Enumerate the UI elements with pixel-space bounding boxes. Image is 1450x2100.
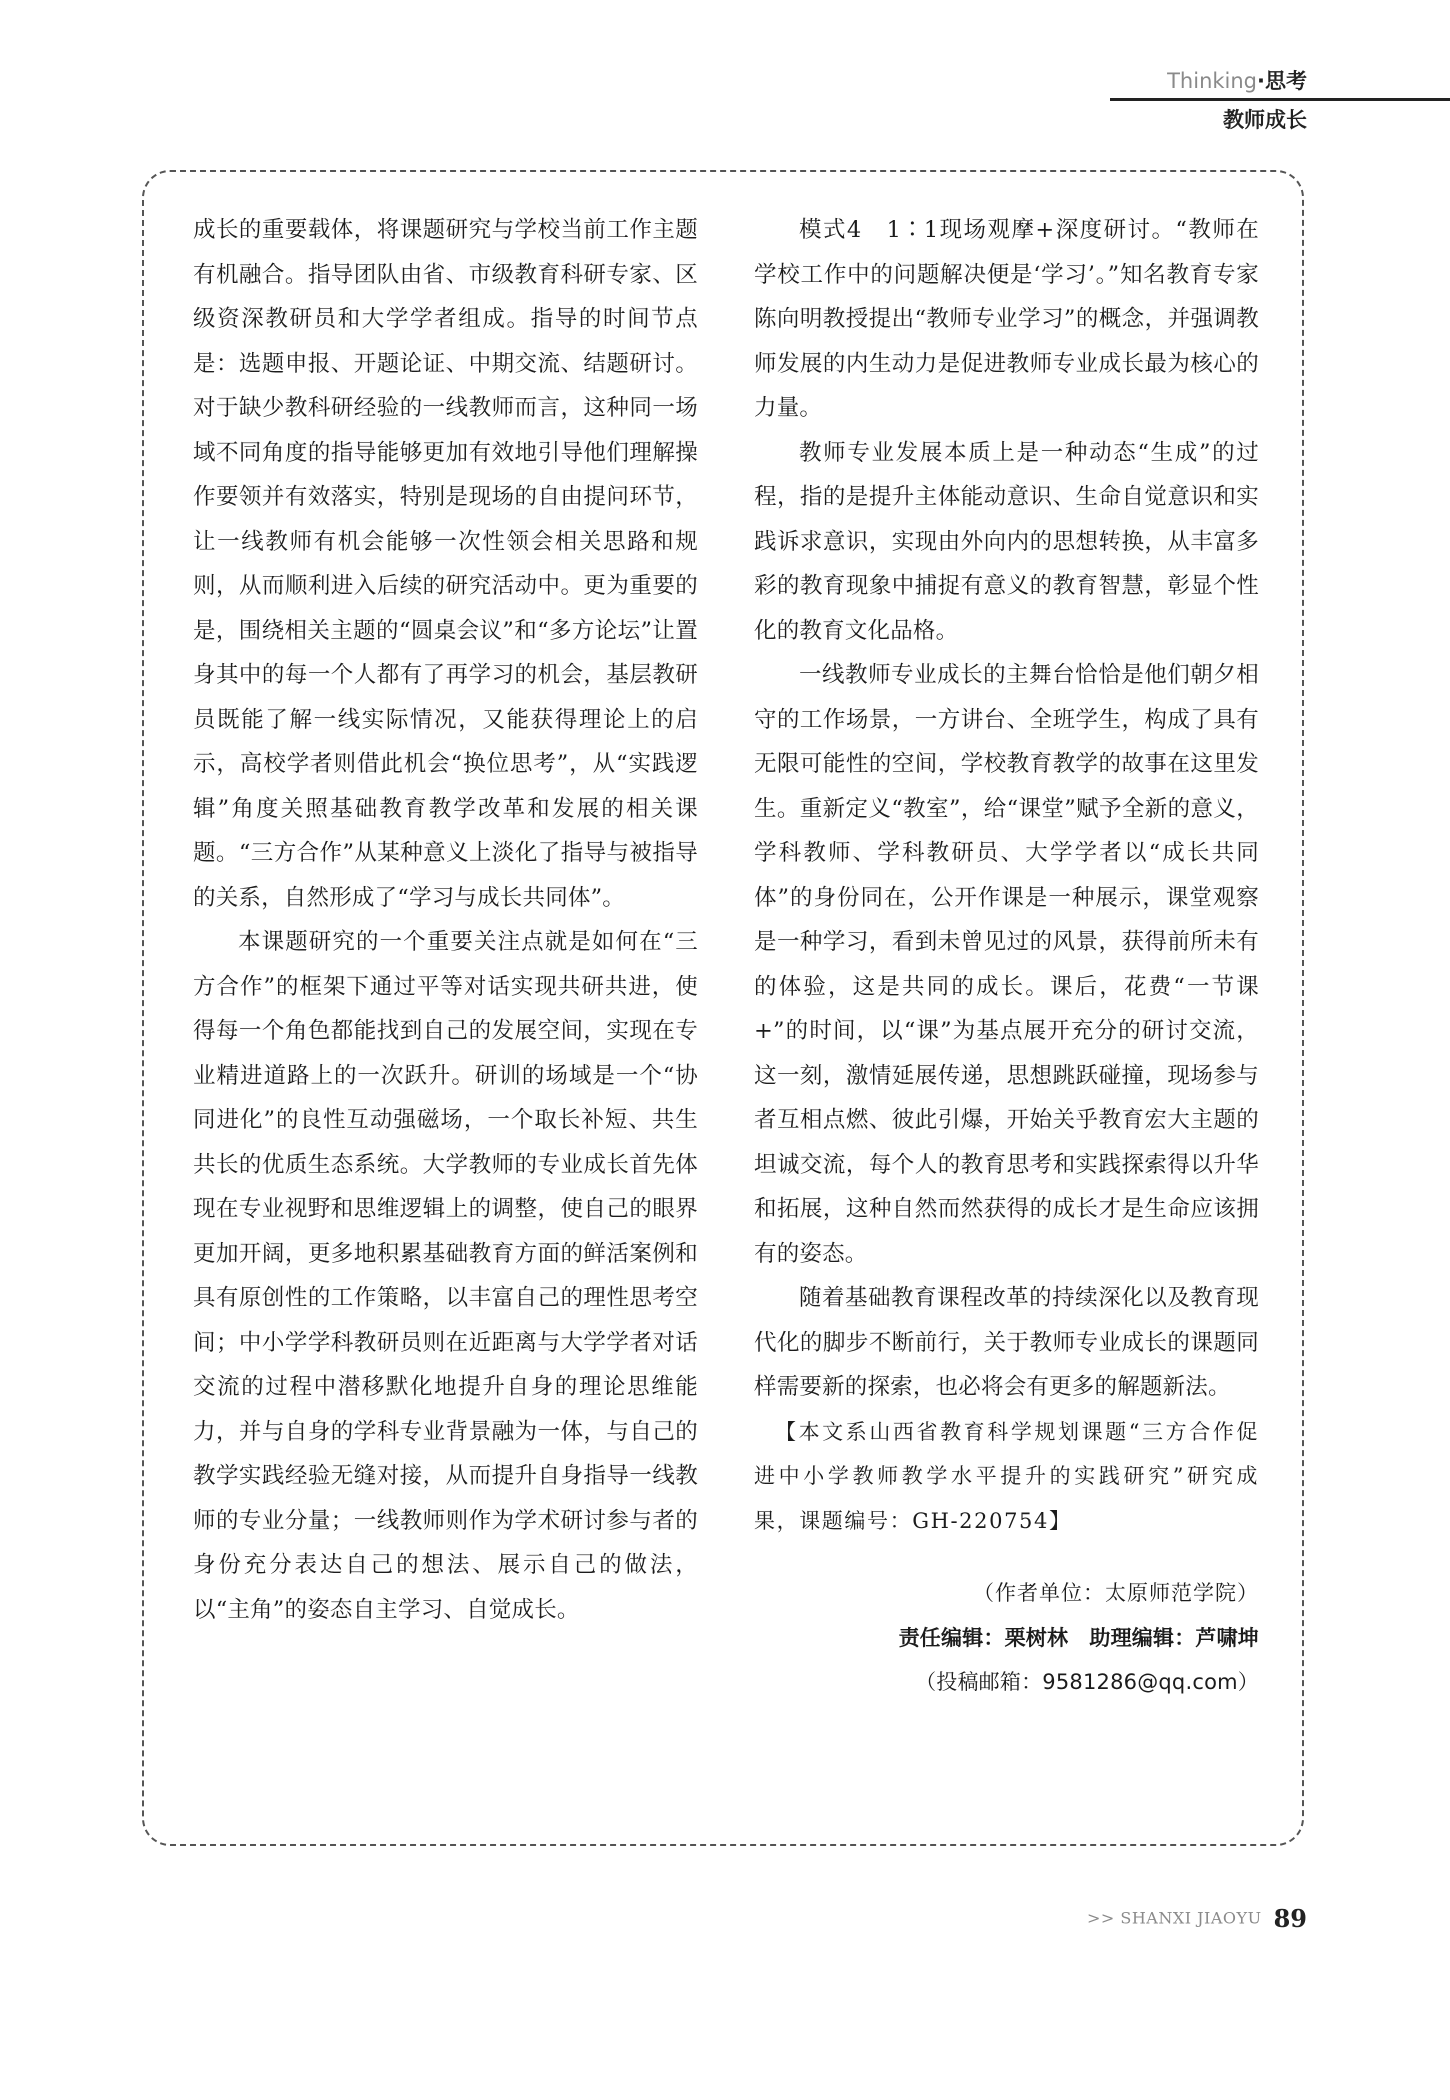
section-title bbox=[1167, 68, 1307, 94]
left-column bbox=[193, 208, 698, 1632]
page-number: 89 bbox=[1273, 1903, 1307, 1933]
right-paragraph-2: 教师专业发展本质上是一种动态“生成”的过程，指的是提升主体能动意识、生命自觉意识和实践诉求意识，实现由外向内的思想转换，从丰富多彩的教育现象中捕捉有意义的教育智慧，彰显个性化的教育文化品格。 bbox=[754, 439, 1259, 644]
right-paragraph-3: 一线教师专业成长的主舞台恰恰是他们朝夕相守的工作场景，一方讲台、全班学生，构成了具有无限可能性的空间，学校教育教学的故事在这里发生。重新定义“教室”，给“课堂”赋予全新的意义，学科教师、学科教研员、大学学者以“成长共同体”的身份同在，公开作课是一种展示，课堂观察是一种学习，看到未曾见过的风景，获得前所未有的体验，这是共同的成长。课后，花费“一节课+”的时间，以“课”为基点展开充分的研讨交流，这一刻，激情延展传递，思想跳跃碰撞，现场参与者互相点燃、彼此引爆，开始关乎教育宏大主题的坦诚交流，每个人的教育思考和实践探索得以升华和拓展，这种自然而然获得的成长才是生命应该拥有的姿态。 bbox=[754, 662, 1259, 1267]
left-paragraph-2: 本课题研究的一个重要关注点就是如何在“三方合作”的框架下通过平等对话实现共研共进，使得每一个角色都能找到自己的发展空间，实现在专业精进道路上的一次跃升。研训的场域是一个“协同进化”的良性互动强磁场，一个取长补短、共生共长的优质生态系统。大学教师的专业成长首先体现在专业视野和思维逻辑上的调整，使自己的眼界更加开阔，更多地积累基础教育方面的鲜活案例和具有原创性的工作策略，以丰富自己的理性思考空间；中小学学科教研员则在近距离与大学学者对话交流的过程中潜移默化地提升自身的理论思维能力，并与自身的学科专业背景融为一体，与自己的教学实践经验无缝对接，从而提升自身指导一线教师的专业分量；一线教师则作为学术研讨参与者的身份充分表达自己的想法、展示自己的做法，以“主角”的姿态自主学习、自觉成长。 bbox=[193, 929, 698, 1623]
right-column bbox=[754, 208, 1259, 1705]
page-footer bbox=[1087, 1900, 1307, 1937]
right-paragraph-1: 模式4 1∶1现场观摩+深度研讨。“教师在学校工作中的问题解决便是‘学习’。”知名教育专家陈向明教授提出“教师专业学习”的概念，并强调教师发展的内生动力是促进教师专业成长最为核心的力量。 bbox=[754, 217, 1259, 421]
fund-note: 【本文系山西省教育科学规划课题“三方合作促进中小学教师教学水平提升的实践研究”研究成果，课题编号：GH-220754】 bbox=[754, 1419, 1259, 1533]
journal-name: >> SHANXI JIAOYU bbox=[1086, 1908, 1262, 1928]
header-rule bbox=[1110, 98, 1450, 101]
section-separator: · bbox=[1257, 69, 1265, 93]
submission-email: （投稿邮箱：9581286@qq.com） bbox=[915, 1670, 1259, 1694]
editors-line: 责任编辑：栗树林 助理编辑：芦啸坤 bbox=[898, 1625, 1259, 1650]
right-paragraph-4: 随着基础教育课程改革的持续深化以及教育现代化的脚步不断前行，关于教师专业成长的课题同样需要新的探索，也必将会有更多的解题新法。 bbox=[754, 1285, 1259, 1400]
author-unit: （作者单位：太原师范学院） bbox=[973, 1581, 1259, 1605]
running-header bbox=[1110, 64, 1450, 144]
section-title-cn: 思考 bbox=[1265, 69, 1307, 93]
section-title-en: Thinking bbox=[1167, 69, 1258, 93]
column-name: 教师成长 bbox=[1223, 108, 1307, 132]
left-paragraph-1: 成长的重要载体，将课题研究与学校当前工作主题有机融合。指导团队由省、市级教育科研专家、区级资深教研员和大学学者组成。指导的时间节点是：选题申报、开题论证、中期交流、结题研讨。对于缺少教科研经验的一线教师而言，这种同一场域不同角度的指导能够更加有效地引导他们理解操作要领并有效落实，特别是现场的自由提问环节，让一线教师有机会能够一次性领会相关思路和规则，从而顺利进入后续的研究活动中。更为重要的是，围绕相关主题的“圆桌会议”和“多方论坛”让置身其中的每一个人都有了再学习的机会，基层教研员既能了解一线实际情况，又能获得理论上的启示，高校学者则借此机会“换位思考”，从“实践逻辑”角度关照基础教育教学改革和发展的相关课题。“三方合作”从某种意义上淡化了指导与被指导的关系，自然形成了“学习与成长共同体”。 bbox=[193, 217, 698, 911]
